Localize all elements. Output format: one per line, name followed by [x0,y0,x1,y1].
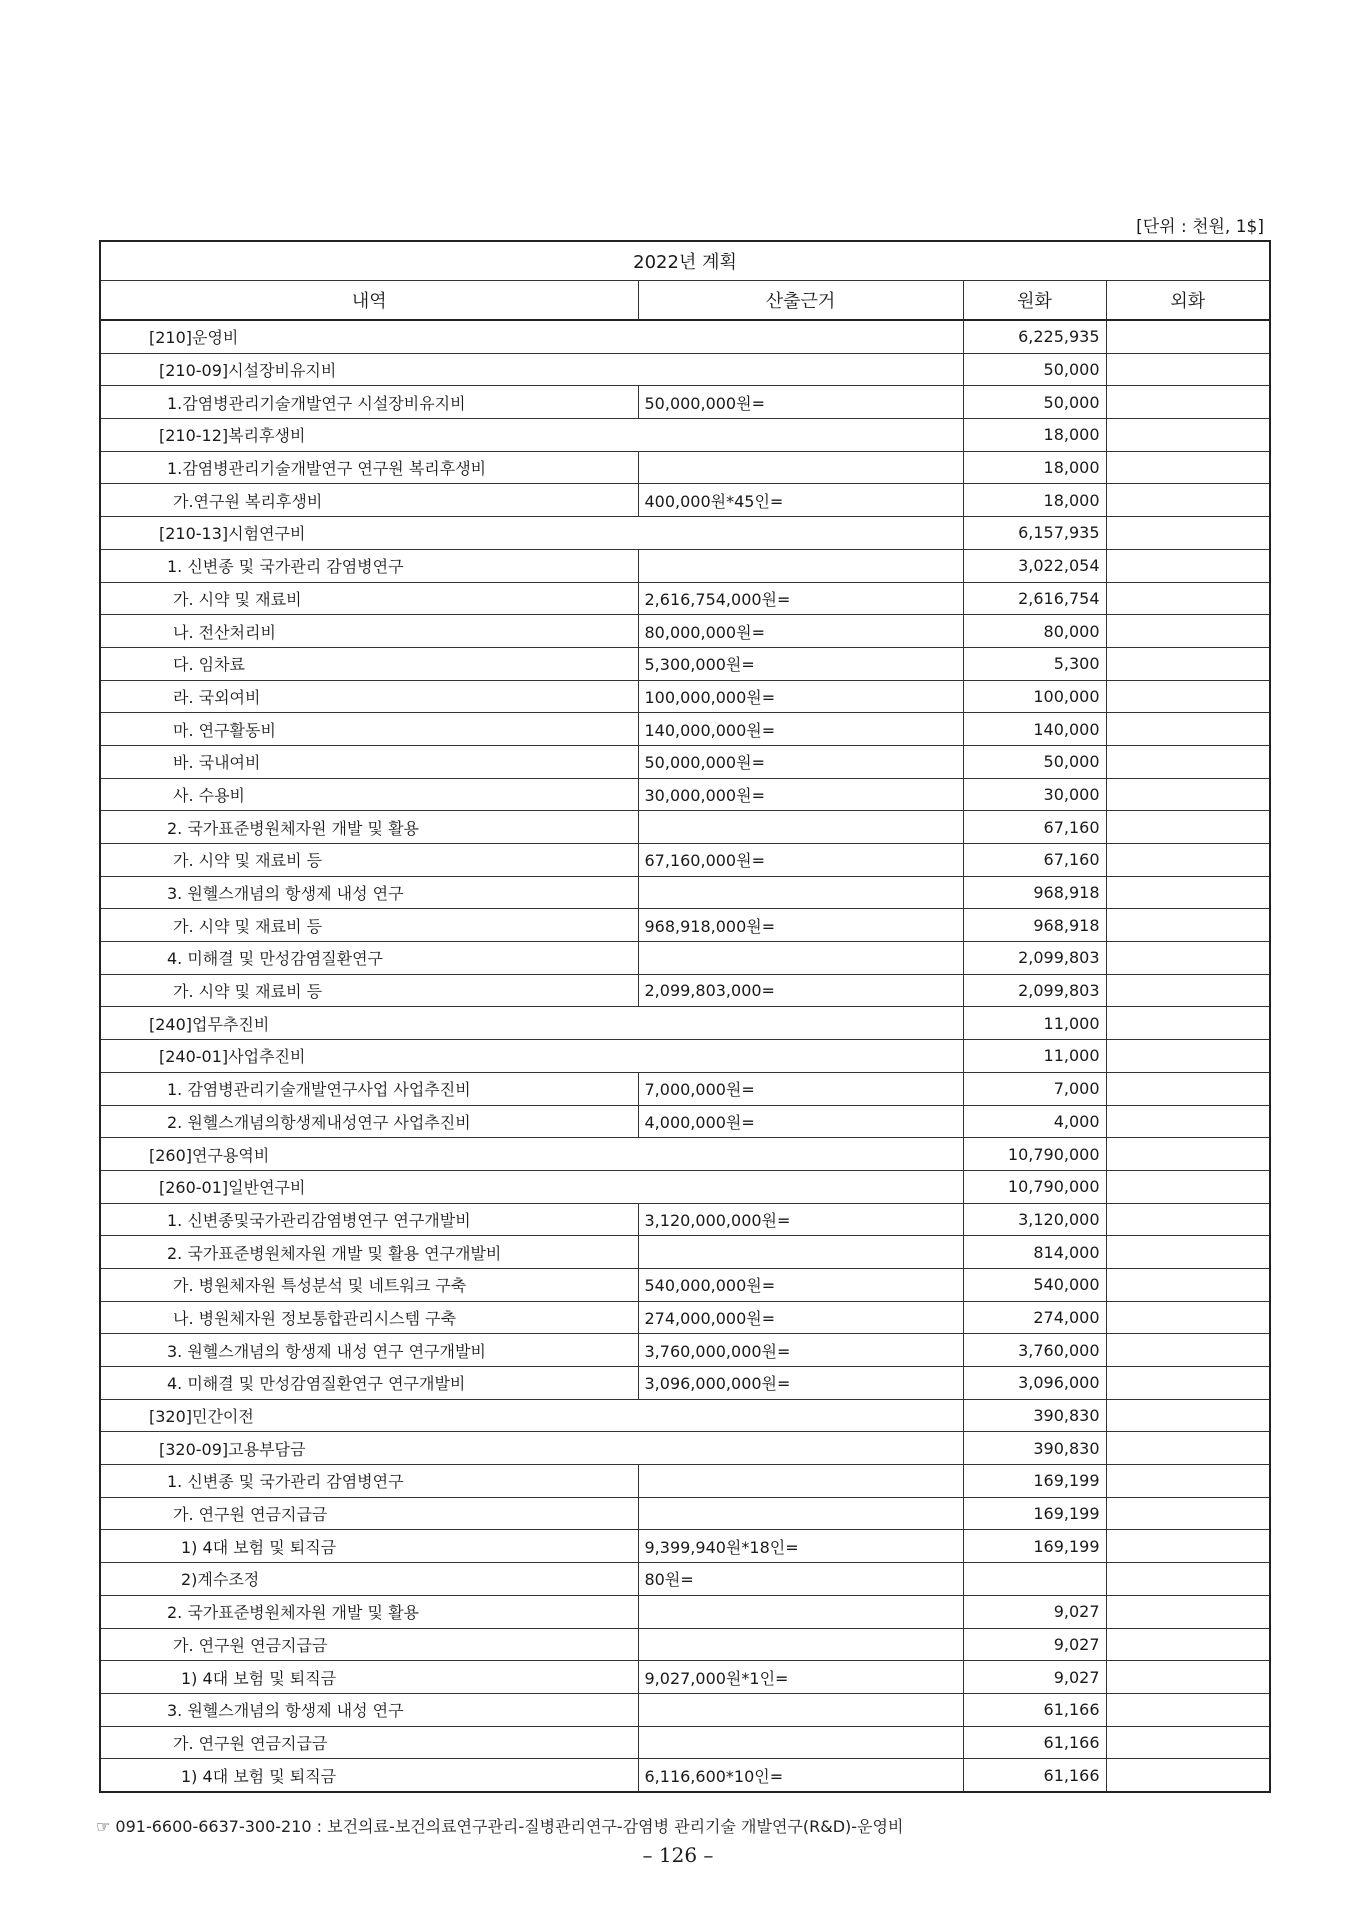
krw-amount: 2,616,754 [963,582,1106,615]
krw-amount: 3,096,000 [963,1367,1106,1400]
fx-amount [1106,549,1270,582]
table-row [100,680,1270,713]
table-row [100,713,1270,746]
item-label: 3. 원헬스개념의 항생제 내성 연구 [100,1693,638,1726]
basis-cell: 100,000,000원= [638,680,963,713]
fx-amount [1106,353,1270,386]
fx-amount [1106,1236,1270,1269]
basis-cell [638,811,963,844]
fx-amount [1106,517,1270,550]
fx-amount [1106,1628,1270,1661]
item-label: 마. 연구활동비 [100,713,638,746]
krw-amount: 968,918 [963,909,1106,942]
item-label: [320-09]고용부담금 [100,1432,963,1465]
krw-amount: 390,830 [963,1399,1106,1432]
item-label: [210-13]시험연구비 [100,517,963,550]
krw-amount: 4,000 [963,1105,1106,1138]
fx-amount [1106,876,1270,909]
basis-cell: 50,000,000원= [638,386,963,419]
krw-amount: 18,000 [963,484,1106,517]
fx-amount [1106,1530,1270,1563]
krw-amount: 67,160 [963,811,1106,844]
fx-amount [1106,320,1270,353]
basis-cell: 80,000,000원= [638,615,963,648]
fx-amount [1106,647,1270,680]
item-label: 3. 원헬스개념의 항생제 내성 연구 연구개발비 [100,1334,638,1367]
table-row [100,1301,1270,1334]
basis-cell: 540,000,000원= [638,1268,963,1301]
table-row [100,1268,1270,1301]
basis-cell: 30,000,000원= [638,778,963,811]
item-label: 가.연구원 복리후생비 [100,484,638,517]
basis-cell: 6,116,600*10인= [638,1759,963,1792]
fx-amount [1106,419,1270,452]
fx-amount [1106,1465,1270,1498]
item-label: 4. 미해결 및 만성감염질환연구 연구개발비 [100,1367,638,1400]
krw-amount: 50,000 [963,745,1106,778]
basis-cell: 400,000원*45인= [638,484,963,517]
item-label: 가. 연구원 연금지급금 [100,1497,638,1530]
basis-cell: 9,399,940원*18인= [638,1530,963,1563]
krw-amount: 9,027 [963,1595,1106,1628]
krw-amount: 3,022,054 [963,549,1106,582]
table-row [100,1432,1270,1465]
item-label: 나. 전산처리비 [100,615,638,648]
krw-amount: 3,120,000 [963,1203,1106,1236]
table-row [100,974,1270,1007]
item-label: 2. 원헬스개념의항생제내성연구 사업추진비 [100,1105,638,1138]
basis-cell [638,451,963,484]
table-row [100,844,1270,877]
table-row [100,1007,1270,1040]
table-row [100,419,1270,452]
item-label: [260-01]일반연구비 [100,1170,963,1203]
table-row [100,876,1270,909]
basis-cell: 2,099,803,000= [638,974,963,1007]
item-label: 가. 시약 및 재료비 등 [100,844,638,877]
fx-amount [1106,1105,1270,1138]
basis-cell [638,1465,963,1498]
table-row [100,353,1270,386]
fx-amount [1106,1007,1270,1040]
item-label: [210]운영비 [100,320,963,353]
table-row [100,1399,1270,1432]
basis-cell: 140,000,000원= [638,713,963,746]
table-row [100,1203,1270,1236]
item-label: 2. 국가표준병원체자원 개발 및 활용 [100,1595,638,1628]
table-row [100,549,1270,582]
item-label: 가. 시약 및 재료비 [100,582,638,615]
header-krw: 원화 [963,281,1106,321]
table-row [100,1040,1270,1073]
footnote: ☞ 091-6600-6637-300-210 : 보건의료-보건의료연구관리-질병관리연구-감염병 관리기술 개발연구(R&D)-운영비 [96,1817,904,1836]
basis-cell [638,942,963,975]
fx-amount [1106,680,1270,713]
krw-amount: 968,918 [963,876,1106,909]
header-basis: 산출근거 [638,281,963,321]
basis-cell: 3,120,000,000원= [638,1203,963,1236]
table-row [100,484,1270,517]
krw-amount: 169,199 [963,1465,1106,1498]
table-row [100,1628,1270,1661]
krw-amount: 140,000 [963,713,1106,746]
table-row [100,386,1270,419]
table-row [100,615,1270,648]
krw-amount [963,1563,1106,1596]
basis-cell: 4,000,000원= [638,1105,963,1138]
unit-note: [단위 : 천원, 1$] [1136,217,1264,237]
fx-amount [1106,1759,1270,1792]
krw-amount: 61,166 [963,1759,1106,1792]
item-label: 가. 연구원 연금지급금 [100,1628,638,1661]
table-row [100,1661,1270,1694]
table-row [100,1236,1270,1269]
fx-amount [1106,745,1270,778]
fx-amount [1106,1595,1270,1628]
table-row [100,1726,1270,1759]
item-label: 나. 병원체자원 정보통합관리시스템 구축 [100,1301,638,1334]
item-label: 가. 시약 및 재료비 등 [100,909,638,942]
fx-amount [1106,1072,1270,1105]
krw-amount: 30,000 [963,778,1106,811]
table-row [100,1170,1270,1203]
krw-amount: 11,000 [963,1007,1106,1040]
krw-amount: 7,000 [963,1072,1106,1105]
fx-amount [1106,1726,1270,1759]
krw-amount: 18,000 [963,451,1106,484]
krw-amount: 2,099,803 [963,942,1106,975]
table-row [100,320,1270,353]
fx-amount [1106,942,1270,975]
basis-cell [638,1595,963,1628]
krw-amount: 9,027 [963,1661,1106,1694]
krw-amount: 10,790,000 [963,1138,1106,1171]
basis-cell: 80원= [638,1563,963,1596]
item-label: 2)계수조정 [100,1563,638,1596]
krw-amount: 2,099,803 [963,974,1106,1007]
table-row [100,517,1270,550]
krw-amount: 169,199 [963,1530,1106,1563]
table-title: 2022년 계획 [100,241,1270,281]
krw-amount: 169,199 [963,1497,1106,1530]
page-number: – 126 – [642,1843,714,1867]
krw-amount: 5,300 [963,647,1106,680]
item-label: 다. 임차료 [100,647,638,680]
fx-amount [1106,1138,1270,1171]
header-item: 내역 [100,281,638,321]
fx-amount [1106,811,1270,844]
krw-amount: 10,790,000 [963,1170,1106,1203]
table-row [100,1563,1270,1596]
basis-cell: 274,000,000원= [638,1301,963,1334]
krw-amount: 50,000 [963,353,1106,386]
fx-amount [1106,713,1270,746]
fx-amount [1106,974,1270,1007]
basis-cell [638,1628,963,1661]
item-label: 1) 4대 보험 및 퇴직금 [100,1759,638,1792]
fx-amount [1106,386,1270,419]
fx-amount [1106,1301,1270,1334]
basis-cell: 968,918,000원= [638,909,963,942]
krw-amount: 67,160 [963,844,1106,877]
item-label: [210-12]복리후생비 [100,419,963,452]
fx-amount [1106,1170,1270,1203]
krw-amount: 9,027 [963,1628,1106,1661]
item-label: 1. 감염병관리기술개발연구사업 사업추진비 [100,1072,638,1105]
basis-cell: 3,760,000,000원= [638,1334,963,1367]
krw-amount: 3,760,000 [963,1334,1106,1367]
krw-amount: 100,000 [963,680,1106,713]
item-label: [260]연구용역비 [100,1138,963,1171]
item-label: 가. 병원체자원 특성분석 및 네트워크 구축 [100,1268,638,1301]
krw-amount: 814,000 [963,1236,1106,1269]
basis-cell: 5,300,000원= [638,647,963,680]
basis-cell: 7,000,000원= [638,1072,963,1105]
fx-amount [1106,1693,1270,1726]
table-row [100,1497,1270,1530]
fx-amount [1106,909,1270,942]
basis-cell: 9,027,000원*1인= [638,1661,963,1694]
table-row [100,1334,1270,1367]
table-row [100,942,1270,975]
table-row [100,778,1270,811]
table-row [100,1072,1270,1105]
krw-amount: 390,830 [963,1432,1106,1465]
item-label: [240]업무추진비 [100,1007,963,1040]
item-label: 가. 시약 및 재료비 등 [100,974,638,1007]
table-row [100,811,1270,844]
item-label: 1.감염병관리기술개발연구 연구원 복리후생비 [100,451,638,484]
item-label: 2. 국가표준병원체자원 개발 및 활용 [100,811,638,844]
table-row [100,1105,1270,1138]
basis-cell: 3,096,000,000원= [638,1367,963,1400]
fx-amount [1106,778,1270,811]
fx-amount [1106,1497,1270,1530]
basis-cell [638,1726,963,1759]
krw-amount: 6,225,935 [963,320,1106,353]
basis-cell [638,549,963,582]
basis-cell [638,1693,963,1726]
item-label: 1) 4대 보험 및 퇴직금 [100,1530,638,1563]
item-label: 2. 국가표준병원체자원 개발 및 활용 연구개발비 [100,1236,638,1269]
item-label: [210-09]시설장비유지비 [100,353,963,386]
item-label: 바. 국내여비 [100,745,638,778]
item-label: 1.감염병관리기술개발연구 시설장비유지비 [100,386,638,419]
fx-amount [1106,1563,1270,1596]
table-row [100,1595,1270,1628]
table-row [100,909,1270,942]
table-row [100,1759,1270,1792]
item-label: 1) 4대 보험 및 퇴직금 [100,1661,638,1694]
basis-cell [638,1236,963,1269]
fx-amount [1106,1268,1270,1301]
fx-amount [1106,484,1270,517]
table-row [100,1138,1270,1171]
table-row [100,1367,1270,1400]
budget-table [99,240,1271,1793]
krw-amount: 80,000 [963,615,1106,648]
fx-amount [1106,1334,1270,1367]
basis-cell [638,1497,963,1530]
table-row [100,582,1270,615]
table-row [100,1465,1270,1498]
item-label: 가. 연구원 연금지급금 [100,1726,638,1759]
krw-amount: 11,000 [963,1040,1106,1073]
fx-amount [1106,844,1270,877]
table-row [100,647,1270,680]
fx-amount [1106,1040,1270,1073]
item-label: 사. 수용비 [100,778,638,811]
basis-cell: 67,160,000원= [638,844,963,877]
fx-amount [1106,615,1270,648]
item-label: 3. 원헬스개념의 항생제 내성 연구 [100,876,638,909]
krw-amount: 61,166 [963,1726,1106,1759]
krw-amount: 18,000 [963,419,1106,452]
krw-amount: 50,000 [963,386,1106,419]
table-row [100,451,1270,484]
krw-amount: 61,166 [963,1693,1106,1726]
fx-amount [1106,1399,1270,1432]
fx-amount [1106,582,1270,615]
fx-amount [1106,1203,1270,1236]
header-fx: 외화 [1106,281,1270,321]
table-row [100,1693,1270,1726]
krw-amount: 540,000 [963,1268,1106,1301]
krw-amount: 6,157,935 [963,517,1106,550]
item-label: 1. 신변종및국가관리감염병연구 연구개발비 [100,1203,638,1236]
table-body [100,320,1270,1792]
item-label: 4. 미해결 및 만성감염질환연구 [100,942,638,975]
fx-amount [1106,1367,1270,1400]
item-label: 1. 신변종 및 국가관리 감염병연구 [100,549,638,582]
table-row [100,1530,1270,1563]
item-label: 라. 국외여비 [100,680,638,713]
item-label: [320]민간이전 [100,1399,963,1432]
basis-cell [638,876,963,909]
basis-cell: 2,616,754,000원= [638,582,963,615]
table-row [100,745,1270,778]
fx-amount [1106,1432,1270,1465]
krw-amount: 274,000 [963,1301,1106,1334]
item-label: 1. 신변종 및 국가관리 감염병연구 [100,1465,638,1498]
fx-amount [1106,1661,1270,1694]
item-label: [240-01]사업추진비 [100,1040,963,1073]
basis-cell: 50,000,000원= [638,745,963,778]
fx-amount [1106,451,1270,484]
